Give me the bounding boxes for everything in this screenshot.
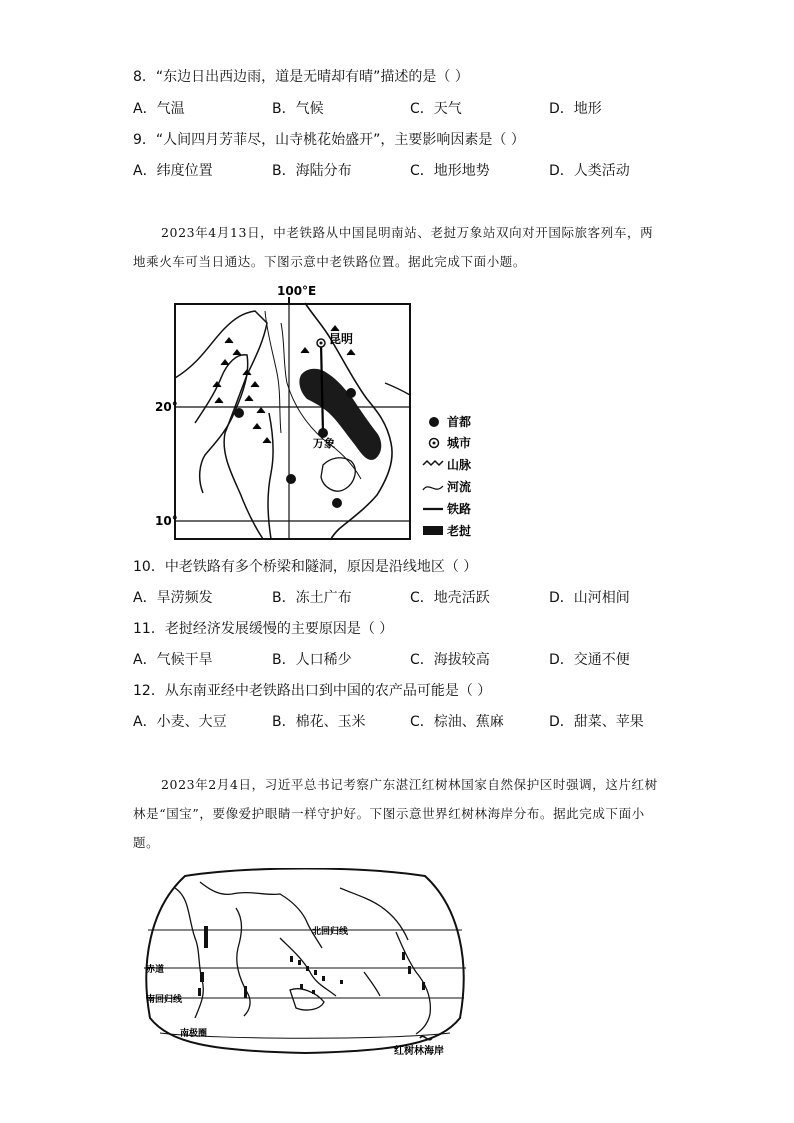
tropic-north-label: 北回归线: [312, 927, 349, 937]
option-c: C．棕油、蕉麻: [410, 714, 504, 730]
question-10-stem: 10．中老铁路有多个桥梁和隧洞，原因是沿线地区（ ）: [133, 559, 478, 575]
laos-railway-map: [155, 283, 495, 543]
tropic-south-label: 南回归线: [146, 995, 183, 1005]
legend-railway: 铁路: [447, 502, 472, 516]
option-b: B．气候: [272, 101, 324, 117]
railway-line: [321, 343, 323, 433]
option-c: C．地壳活跃: [410, 590, 490, 606]
question-8-stem: 8．“东边日出西边雨，道是无晴却有晴”描述的是（ ）: [133, 69, 469, 85]
equator-label: 赤道: [146, 965, 165, 975]
option-b: B．冻土广布: [272, 590, 352, 606]
question-9-stem: 9．“人间四月芳菲尽，山寺桃花始盛开”，主要影响因素是（ ）: [133, 132, 525, 148]
option-d: D．甜菜、苹果: [549, 714, 644, 730]
question-12-stem: 12．从东南亚经中老铁路出口到中国的农产品可能是（ ）: [133, 683, 492, 699]
longitude-label: 100°E: [277, 284, 317, 298]
option-c: C．海拔较高: [410, 652, 490, 668]
antarctic-circle-label: 南极圈: [180, 1029, 208, 1039]
option-b: B．人口稀少: [272, 652, 352, 668]
legend-river: 河流: [447, 480, 472, 494]
option-a: A．旱涝频发: [133, 590, 213, 606]
option-d: D．地形: [549, 101, 602, 117]
option-a: A．气候干旱: [133, 652, 213, 668]
legend-city: 城市: [447, 436, 472, 450]
map-legend: [423, 414, 472, 538]
latitude-10-label: 10°: [155, 514, 178, 528]
question-11-stem: 11．老挝经济发展缓慢的主要原因是（ ）: [133, 621, 394, 637]
legend-mangrove: 红树林海岸: [394, 1046, 444, 1057]
option-c: C．地形地势: [410, 163, 490, 179]
option-b: B．棉花、玉米: [272, 714, 366, 730]
laos-region: [299, 369, 381, 460]
option-d: D．人类活动: [549, 163, 630, 179]
option-c: C．天气: [410, 101, 462, 117]
passage-laos-railway: 2023年4月13日，中老铁路从中国昆明南站、老挝万象站双向对开国际旅客列车，两地乘火车可当日通达。下图示意中老铁路位置。据此完成下面小题。: [133, 225, 654, 269]
option-a: A．小麦、大豆: [133, 714, 227, 730]
legend-capital: 首都: [447, 415, 472, 429]
option-d: D．交通不便: [549, 652, 630, 668]
legend-laos: 老挝: [447, 524, 472, 538]
option-b: B．海陆分布: [272, 163, 352, 179]
globe-outline: [146, 869, 463, 1054]
world-mangrove-map: [140, 868, 470, 1063]
option-d: D．山河相间: [549, 590, 630, 606]
option-a: A．气温: [133, 101, 185, 117]
kunming-label: 昆明: [329, 332, 354, 346]
legend-mountain: 山脉: [447, 458, 472, 472]
option-a: A．纬度位置: [133, 163, 213, 179]
passage-mangrove: 2023年2月4日，习近平总书记考察广东湛江红树林国家自然保护区时强调，这片红树林是“国宝”，要像爱护眼睛一样守护好。下图示意世界红树林海岸分布。据此完成下面小题。: [133, 777, 658, 850]
latitude-20-label: 20°: [155, 400, 178, 414]
vientiane-label: 万象: [313, 437, 335, 450]
